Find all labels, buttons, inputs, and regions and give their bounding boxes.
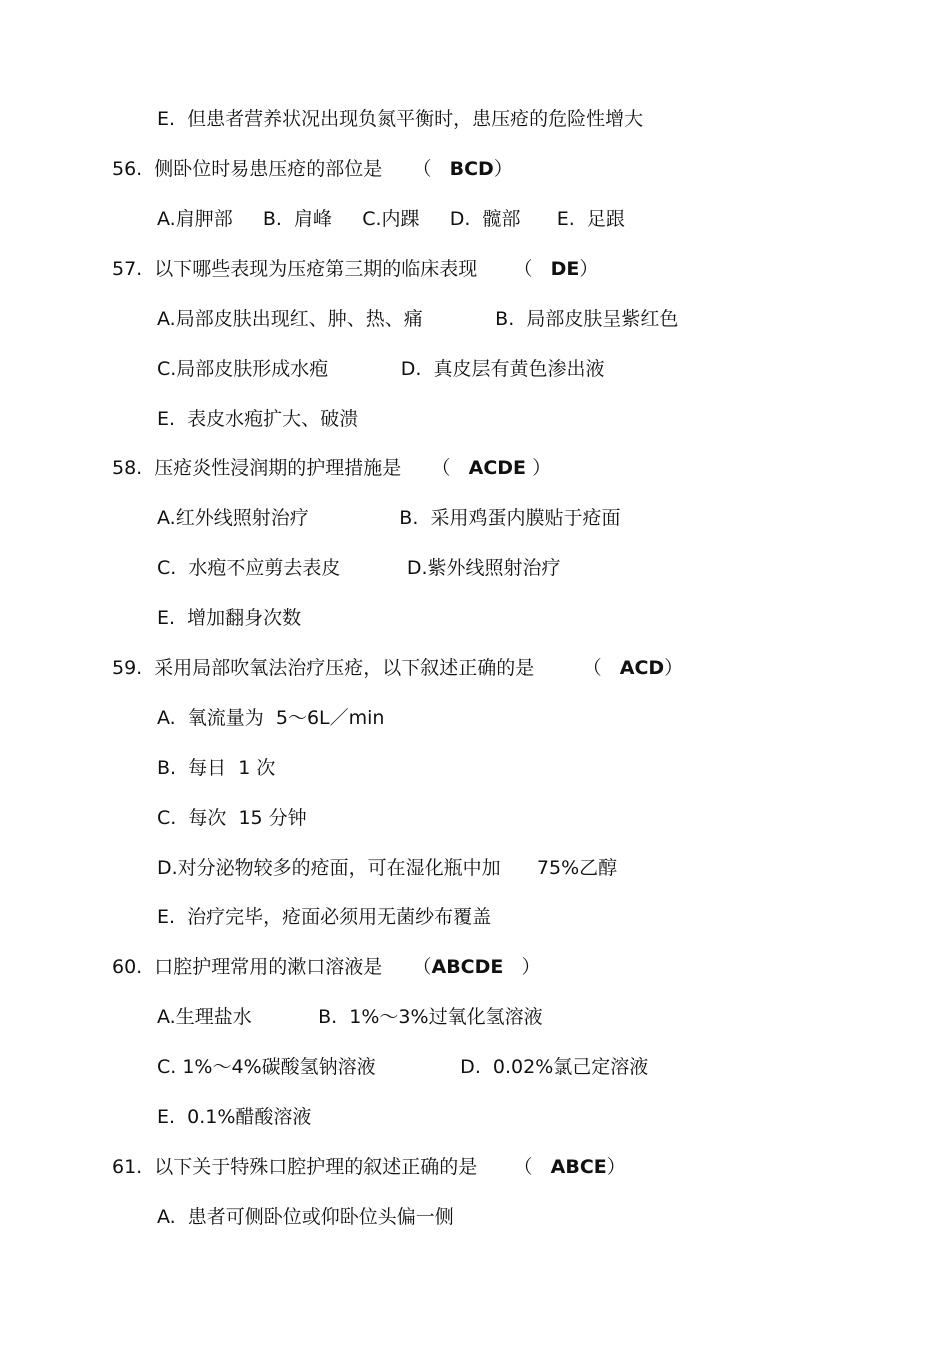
q60-options-cd: C. 1%～4%碳酸氢钠溶液 D. 0.02%氯己定溶液 bbox=[157, 1056, 649, 1078]
bracket-close: ） bbox=[503, 956, 541, 978]
bracket-close: ） bbox=[606, 1156, 626, 1178]
question-text: 56. 侧卧位时易患压疮的部位是 （ bbox=[112, 158, 450, 180]
question-59 bbox=[112, 656, 683, 680]
question-text: 59. 采用局部吹氧法治疗压疮，以下叙述正确的是 （ bbox=[112, 657, 620, 679]
q56-options: A.肩胛部 B. 肩峰 C.内踝 D. 髋部 E. 足跟 bbox=[157, 208, 625, 230]
q58-option-e: E. 增加翻身次数 bbox=[157, 607, 302, 629]
question-58 bbox=[112, 456, 551, 480]
answer: ABCE bbox=[550, 1156, 607, 1178]
answer: ACDE bbox=[468, 457, 527, 479]
q59-option-c: C. 每次 15 分钟 bbox=[157, 807, 307, 829]
question-61 bbox=[112, 1155, 626, 1179]
bracket-close: ） bbox=[579, 258, 599, 280]
q60-option-e: E. 0.1%醋酸溶液 bbox=[157, 1106, 312, 1128]
q55-option-e: E. 但患者营养状况出现负氮平衡时，患压疮的危险性增大 bbox=[157, 108, 644, 130]
bracket-close: ） bbox=[664, 657, 684, 679]
q58-options-cd: C. 水疱不应剪去表皮 D.紫外线照射治疗 bbox=[157, 557, 561, 579]
q59-option-b: B. 每日 1 次 bbox=[157, 757, 276, 779]
q57-options-cd: C.局部皮肤形成水疱 D. 真皮层有黄色渗出液 bbox=[157, 358, 605, 380]
question-57 bbox=[112, 257, 598, 281]
q57-options-ab: A.局部皮肤出现红、肿、热、痛 B. 局部皮肤呈紫红色 bbox=[157, 308, 679, 330]
q60-options-ab: A.生理盐水 B. 1%～3%过氧化氢溶液 bbox=[157, 1006, 543, 1028]
question-text: 58. 压疮炎性浸润期的护理措施是 （ bbox=[112, 457, 469, 479]
answer: BCD bbox=[449, 158, 494, 180]
q61-option-a: A. 患者可侧卧位或仰卧位头偏一侧 bbox=[157, 1206, 454, 1228]
q59-option-a: A. 氧流量为 5～6L／min bbox=[157, 707, 385, 729]
question-text: 60. 口腔护理常用的漱口溶液是 （ bbox=[112, 956, 432, 978]
bracket-close: ） bbox=[526, 457, 552, 479]
answer: DE bbox=[550, 258, 580, 280]
q58-options-ab: A.红外线照射治疗 B. 采用鸡蛋内膜贴于疮面 bbox=[157, 507, 621, 529]
question-60 bbox=[112, 955, 541, 979]
bracket-close: ） bbox=[493, 158, 513, 180]
q57-option-e: E. 表皮水疱扩大、破溃 bbox=[157, 408, 359, 430]
question-56 bbox=[112, 157, 513, 181]
answer: ACD bbox=[619, 657, 665, 679]
q59-option-e: E. 治疗完毕，疮面必须用无菌纱布覆盖 bbox=[157, 906, 492, 928]
question-text: 61. 以下关于特殊口腔护理的叙述正确的是 （ bbox=[112, 1156, 551, 1178]
q59-option-d: D.对分泌物较多的疮面，可在湿化瓶中加 75%乙醇 bbox=[157, 857, 618, 879]
answer: ABCDE bbox=[431, 956, 504, 978]
question-text: 57. 以下哪些表现为压疮第三期的临床表现 （ bbox=[112, 258, 551, 280]
